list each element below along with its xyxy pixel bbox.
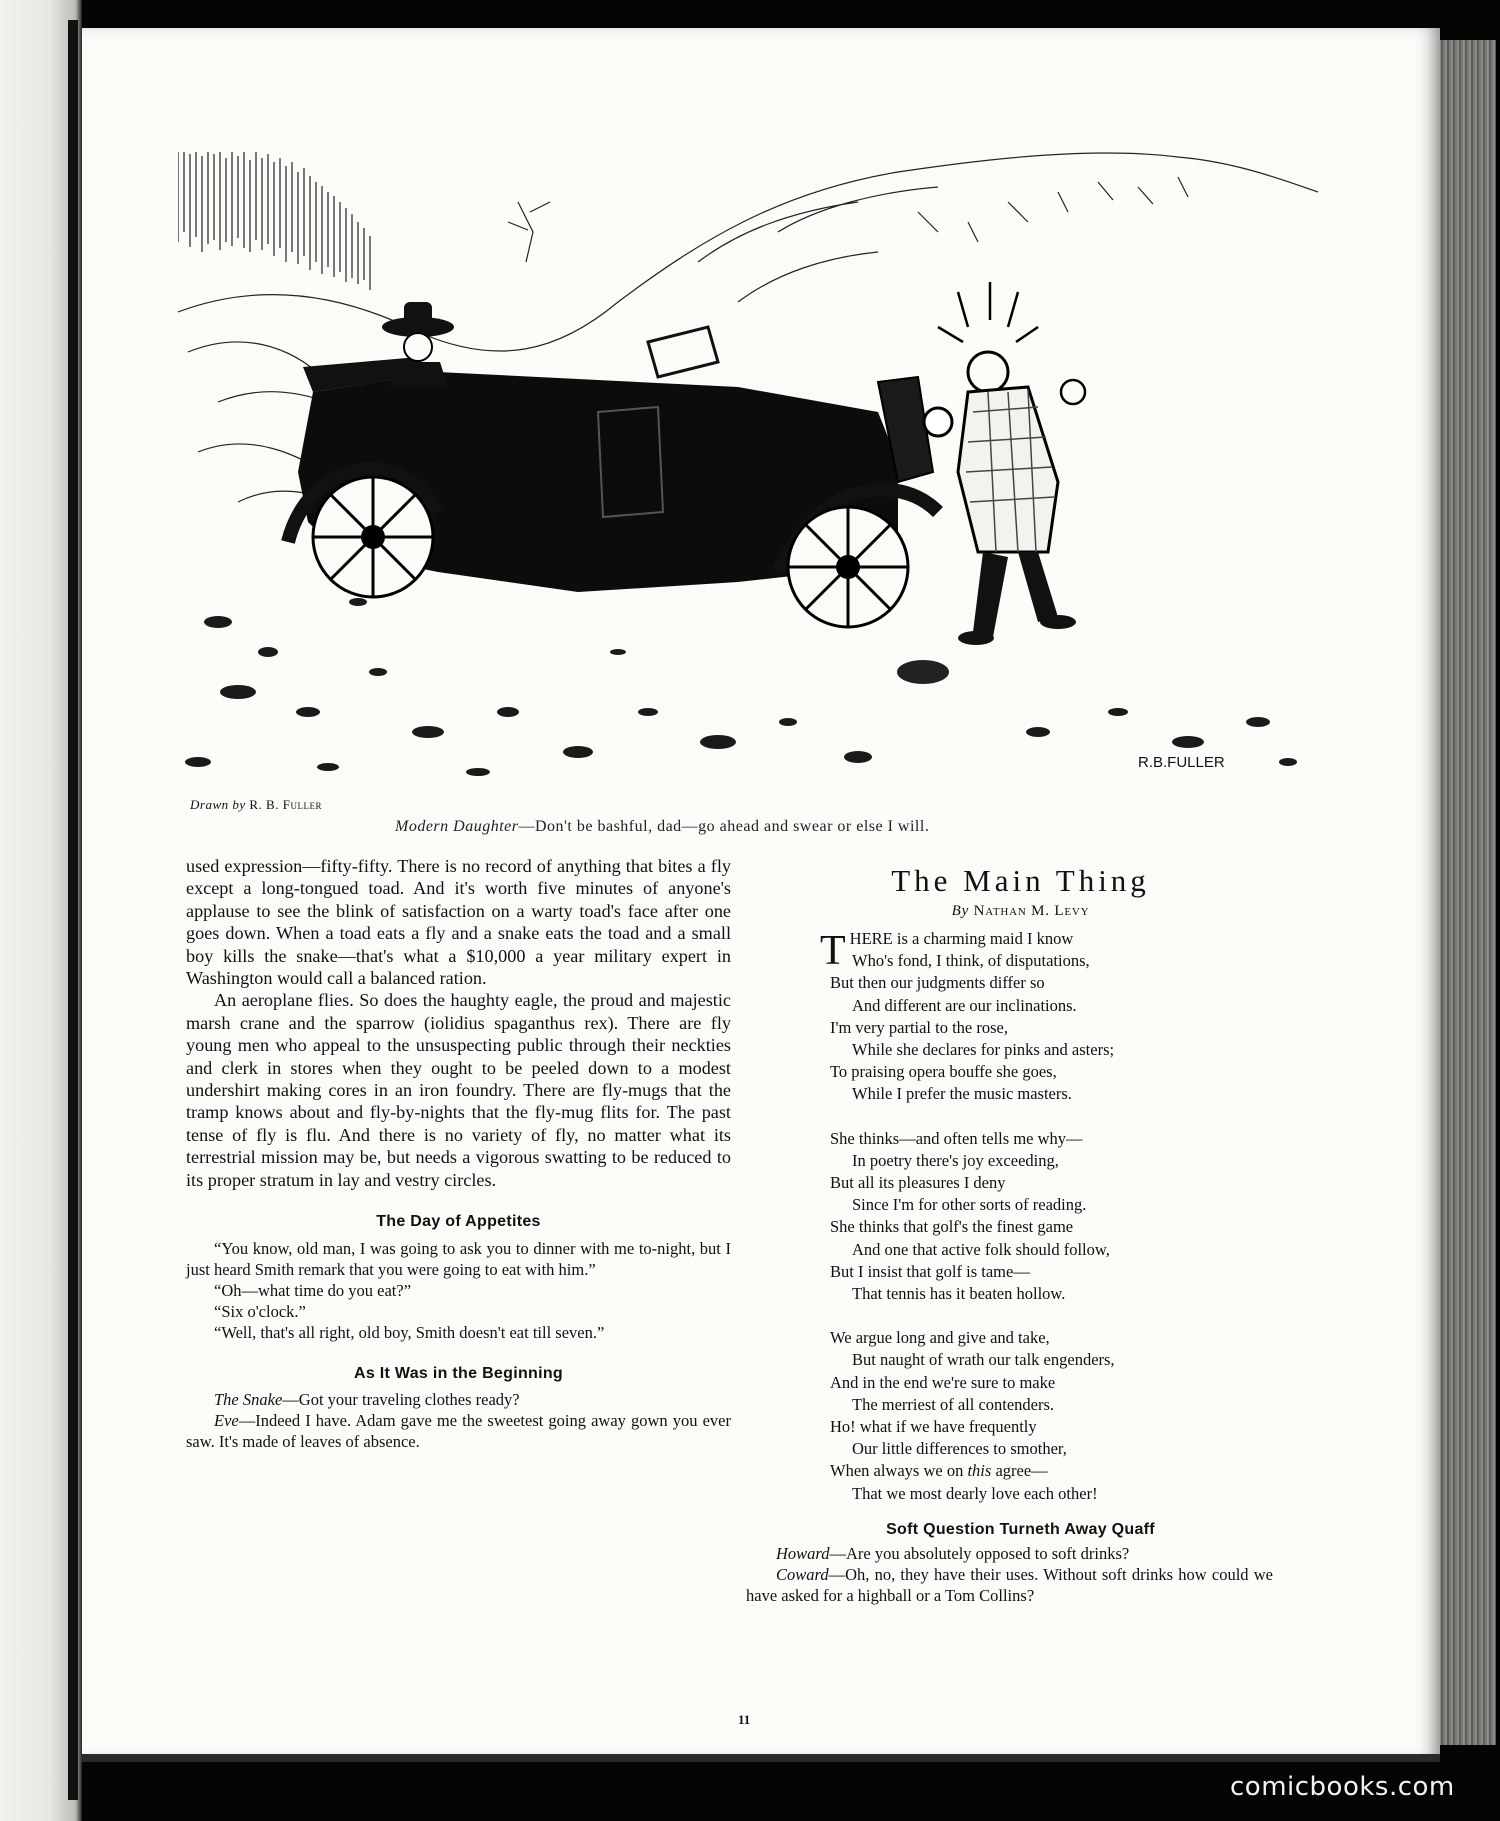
poem-line: But all its pleasures I deny [830,1173,1006,1193]
credit-prefix: Drawn by [190,797,246,812]
poem-line: And one that active folk should follow, [852,1239,1110,1259]
credit-name: R. B. Fuller [249,797,322,812]
poem-line: And in the end we're sure to make [830,1372,1056,1392]
poem-line: But naught of wrath our talk engenders, [852,1350,1115,1370]
left-column [186,855,731,1452]
dialogue-line: “Well, that's all right, old boy, Smith doesn't eat till seven.” [214,1322,605,1342]
poem-line: But I insist that golf is tame— [830,1261,1030,1281]
poem-line: When always we on this agree— [830,1461,1048,1481]
beginning-dialogue [186,1389,731,1452]
poem-line: While she declares for pinks and asters; [852,1040,1115,1060]
left-page-edge [0,0,82,1821]
page-number: 11 [738,1712,751,1727]
poem-line: Who's fond, I think, of disputations, [852,951,1090,971]
poem-line: I'm very partial to the rose, [830,1017,1008,1037]
site-watermark: comicbooks.com [1230,1772,1455,1802]
poem-line: She thinks that golf's the finest game [830,1217,1074,1237]
illustration-caption [395,818,1155,836]
quaff-section [746,1520,1273,1606]
poem-line: Our little differences to smother, [852,1439,1067,1459]
speaker-eve: Eve [214,1410,239,1430]
speaker-coward: Coward [776,1564,829,1584]
page-bottom-shadow [82,1754,1440,1762]
dialogue-line: “You know, old man, I was going to ask you to dinner with me to-night, but I just heard Smith remark that you were going to eat with him.” [186,1238,731,1279]
dialogue-line: Howard—Are you absolutely opposed to soft drinks? [776,1543,1130,1563]
beginning-heading: As It Was in the Beginning [354,1364,563,1382]
emphasis-this: this [967,1461,992,1481]
poem-line: While I prefer the music masters. [852,1084,1072,1104]
dialogue-line: “Six o'clock.” [214,1301,306,1321]
poem-line: That we most dearly love each other! [852,1483,1098,1503]
poem-line: To praising opera bouffe she goes, [830,1062,1057,1082]
poem-line: The merriest of all contenders. [852,1394,1055,1414]
dialogue-line: Coward—Oh, no, they have their uses. Without soft drinks how could we have asked for a highball or a Tom Collins? [746,1564,1273,1605]
appetites-dialogue [186,1238,731,1343]
body-paragraph: An aeroplane flies. So does the haughty eagle, the proud and majestic marsh crane and the sparrow (iolidius spaganthus rex). There are fly young men who appeal to the unsuspecting public through their neckties and clerk in stores when they ought to be peeled down to a modest undershirt making cores in an iron foundry. There are fly-mugs that the tramp knows about and fly-by-nights that the fly-mug flits for. The past tense of fly is flu. And there is no variety of fly, no matter what its terrestrial mission may be, but needs a vigorous swatting to be reduced to its proper stratum in lay and vestry circles. [186,990,731,1190]
caption-text: —Don't be bashful, dad—go ahead and swear or else I will. [518,818,930,835]
poem-stanza-2 [830,1128,1273,1306]
dialogue-line: Eve—Indeed I have. Adam gave me the sweetest going away gown you ever saw. It's made of leaves of absence. [186,1410,731,1451]
poem-stanza-1 [820,928,1273,1106]
right-column [746,857,1273,1606]
cartoon-illustration [178,152,1318,782]
speaker-snake: The Snake [214,1389,283,1409]
quaff-heading: Soft Question Turneth Away Quaff [886,1520,1155,1538]
dialogue-line: The Snake—Got your traveling clothes ready? [214,1389,520,1409]
body-paragraph: used expression—fifty-fifty. There is no record of anything that bites a fly except a long-tongued toad. And it's worth five minutes of anyone's applause to see the blink of satisfaction on a warty toad's face after one goes down. When a toad eats a fly and a snake eats the toad and a small boy kills the snake—that's what a $10,000 a year military expert in Washington would call a balanced ration. [186,856,731,989]
poem-line: In poetry there's joy exceeding, [852,1150,1059,1170]
poem-line: And different are our inclinations. [852,995,1077,1015]
illustration-credit [190,797,322,813]
drop-cap: T [820,928,846,974]
page-stack-edge [1438,40,1496,1745]
illustration-signature: R.B.FULLER [1138,754,1225,771]
binding-gutter [68,20,78,1800]
poem-author: Nathan M. Levy [973,903,1090,919]
quaff-dialogue [746,1543,1273,1606]
appetites-heading: The Day of Appetites [376,1213,541,1231]
poem-line: Ho! what if we have frequently [830,1417,1037,1437]
poem-byline: By Nathan M. Levy [951,903,1090,919]
car-cartoon-drawing [178,152,1318,782]
poem-title: The Main Thing [891,863,1150,898]
poem-stanza-3 [830,1327,1273,1505]
caption-speaker: Modern Daughter [395,818,519,835]
poem-line: But then our judgments differ so [830,973,1045,993]
poem-line: She thinks—and often tells me why— [830,1128,1083,1148]
poem-line: Since I'm for other sorts of reading. [852,1195,1087,1215]
speaker-howard: Howard [776,1543,830,1563]
poem-line: THERE is a charming maid I know [820,928,1074,974]
dialogue-line: “Oh—what time do you eat?” [214,1280,412,1300]
poem-line: We argue long and give and take, [830,1328,1050,1348]
poem-line: That tennis has it beaten hollow. [852,1284,1066,1304]
